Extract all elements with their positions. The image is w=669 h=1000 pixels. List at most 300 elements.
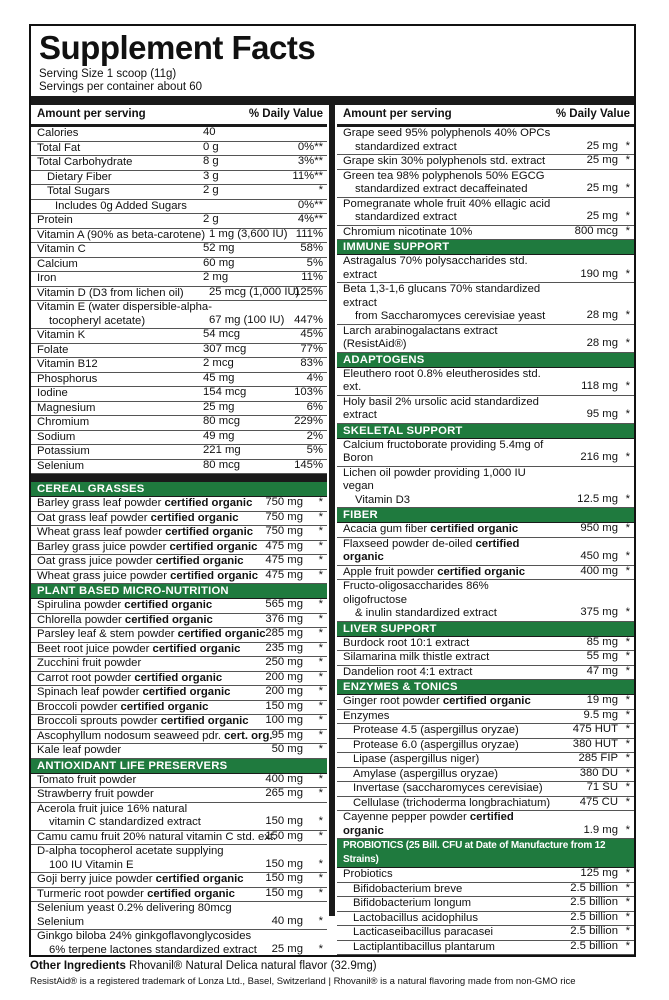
row-name-line2: standardized extract [355, 211, 457, 223]
ingredient-row [31, 788, 327, 803]
row-amount: 25 mg [586, 139, 618, 152]
row-name-text: Ginger root powder [343, 695, 443, 707]
row-asterisk: * [318, 857, 323, 870]
row-name-line2: 6% terpene lactones standardized extract [49, 943, 257, 956]
row-amount: 12.5 mg [577, 492, 618, 505]
row-asterisk: * [318, 554, 323, 566]
row-asterisk: * [318, 510, 323, 523]
row-asterisk: * [625, 823, 630, 836]
row-name-text: Total Sugars [47, 185, 110, 197]
row-amount: 60 mg [203, 256, 235, 269]
organic-label: cert. org. [224, 729, 273, 742]
row-asterisk: * [625, 781, 630, 793]
row-asterisk: * [625, 867, 630, 879]
row-amount: 125 mg [580, 867, 618, 879]
row-asterisk: * [318, 942, 323, 955]
row-amount: 9.5 mg [583, 708, 618, 721]
row-name-text: Total Fat [37, 141, 81, 154]
row-amount: 28 mg [586, 309, 618, 321]
row-asterisk: * [625, 408, 630, 420]
row-name [31, 214, 327, 228]
row-name-text: Iron [37, 272, 57, 284]
row-name [31, 329, 327, 343]
row-name-text: Carrot root powder [37, 671, 135, 684]
organic-label: certified organic [164, 497, 253, 509]
row-name-text: Vitamin C [37, 243, 86, 255]
row-name [31, 272, 327, 286]
row-name [31, 431, 327, 445]
row-name-text: Astragalus 70% polysaccharides std. extract [343, 255, 528, 281]
row-amount: 150 mg [265, 699, 303, 712]
row-asterisk: * [318, 728, 323, 741]
ingredient-row [337, 580, 634, 622]
row-asterisk: * [625, 492, 630, 505]
ingredient-row [337, 710, 634, 725]
organic-label: certified organic [343, 537, 520, 563]
row-asterisk: * [318, 787, 323, 799]
row-name-text: Ginkgo biloba 24% ginkgoflavonglycosides [37, 930, 252, 942]
nutrient-row [31, 200, 327, 215]
organic-label: certified organic [170, 569, 259, 582]
row-asterisk: * [318, 886, 323, 899]
row-name [31, 171, 327, 185]
organic-label: certified organic [160, 715, 249, 727]
row-name-text: Probiotics [343, 868, 393, 880]
row-name-text: Pomegranate whole fruit 40% ellagic acid [343, 197, 551, 210]
ingredient-row [31, 526, 327, 541]
row-name-text: Vitamin K [37, 329, 86, 341]
row-amount: 2.5 billion [570, 910, 618, 923]
row-asterisk: * [625, 522, 630, 534]
ingredient-row [337, 368, 634, 396]
ingredient-row [31, 657, 327, 672]
row-name-text: Protease 6.0 (aspergillus oryzae) [353, 738, 519, 751]
ingredient-row [337, 666, 634, 681]
row-amount: 307 mcg [203, 342, 247, 355]
ingredient-row [337, 811, 634, 839]
nutrient-row [31, 329, 327, 344]
row-daily-value: 111% [295, 227, 323, 240]
section-header: PLANT BASED MICRO-NUTRITION [31, 584, 327, 599]
row-daily-value: 77% [300, 342, 323, 355]
row-name-line2: standardized extract decaffeinated [355, 183, 528, 195]
ingredient-row [337, 155, 634, 170]
row-name [31, 243, 327, 257]
row-asterisk: * [318, 670, 323, 683]
row-amount: 200 mg [265, 670, 303, 683]
row-name-text: Includes 0g Added Sugars [55, 199, 187, 212]
ingredient-row [337, 868, 634, 883]
row-daily-value: 125% [294, 285, 323, 298]
row-asterisk: * [318, 872, 323, 884]
organic-label: certified organic [442, 695, 531, 707]
row-asterisk: * [318, 496, 323, 508]
row-daily-value: 5% [306, 444, 323, 456]
row-asterisk: * [625, 925, 630, 937]
left-rows [31, 127, 327, 957]
organic-label: certified organic [120, 700, 209, 713]
row-name-text: Lichen oil powder providing 1,000 IU vegan [343, 466, 526, 492]
row-asterisk: * [625, 210, 630, 222]
row-daily-value: 6% [306, 400, 323, 413]
row-name-text: Flaxseed powder de-oiled [343, 537, 476, 550]
nutrient-row [31, 142, 327, 157]
organic-label: certified organic [343, 811, 514, 837]
row-name-line2: from Saccharomyces cerevisiae yeast [355, 310, 546, 322]
row-name-text: Holy basil 2% ursolic acid standardized extract [343, 395, 539, 421]
row-amount: 118 mg [581, 380, 618, 392]
row-asterisk: * [625, 795, 630, 808]
row-name-text: Barley grass leaf powder [37, 497, 165, 509]
row-amount: 1 mg (3,600 IU) [209, 227, 288, 240]
row-amount: 54 mcg [203, 328, 241, 340]
row-asterisk: * [625, 451, 630, 463]
row-amount: 150 mg [265, 872, 303, 884]
ingredient-row [337, 170, 634, 198]
ingredient-row [337, 467, 634, 509]
other-ingredients-text: Rhovanil® Natural Delica natural flavor (32.9mg) [125, 960, 377, 972]
row-amount: 95 mg [271, 728, 303, 741]
row-daily-value: 58% [300, 242, 323, 254]
nutrient-row [31, 387, 327, 402]
row-name-line2: standardized extract [355, 140, 457, 153]
row-daily-value: 0%** [297, 140, 323, 153]
row-daily-value: 229% [294, 415, 323, 427]
ingredient-row [337, 439, 634, 467]
row-amount: 150 mg [265, 815, 303, 827]
row-amount: 2.5 billion [570, 896, 618, 908]
row-amount: 2 mcg [203, 357, 234, 369]
row-name-text: Lipase (aspergillus niger) [353, 753, 480, 765]
row-amount: 150 mg [265, 857, 303, 870]
nutrient-row [31, 373, 327, 388]
ingredient-row [337, 912, 634, 927]
row-amount: 475 mg [265, 568, 303, 581]
row-asterisk: * [625, 139, 630, 152]
ingredient-row [31, 599, 327, 614]
row-amount: 265 mg [265, 787, 303, 799]
row-asterisk: * [625, 635, 630, 648]
organic-label: certified organic [142, 686, 231, 698]
row-name-text: Burdock root 10:1 extract [343, 636, 470, 649]
section-header: SKELETAL SUPPORT [337, 424, 634, 439]
nutrient-row [31, 416, 327, 431]
row-amount: 71 SU [586, 781, 618, 793]
row-amount: 200 mg [265, 685, 303, 697]
section-header: PROBIOTICS (25 Bill. CFU at Date of Manufacture from 12 Strains) [337, 839, 634, 868]
row-amount: 80 mcg [203, 415, 241, 427]
row-asterisk: * [625, 896, 630, 908]
row-asterisk: * [625, 182, 630, 194]
row-amount: 475 HUT [572, 723, 618, 735]
row-amount: 154 mcg [203, 386, 247, 398]
row-name [31, 445, 327, 459]
ingredient-row [31, 686, 327, 701]
row-amount: 2 mg [203, 271, 229, 283]
ingredient-row [31, 672, 327, 687]
row-amount: 565 mg [265, 598, 303, 610]
nutrient-row [31, 402, 327, 417]
row-amount: 400 mg [265, 772, 303, 785]
row-name-text: Turmeric root powder [37, 887, 148, 900]
row-amount: 25 mcg (1,000 IU) [209, 285, 300, 298]
row-amount: 2 g [203, 184, 219, 196]
row-name-text: Eleuthero root 0.8% eleutherosides std. ext. [343, 367, 541, 393]
row-asterisk: * [318, 772, 323, 785]
nutrient-row [31, 258, 327, 273]
row-name-text: Oat grass leaf powder [37, 511, 151, 524]
row-asterisk: * [625, 910, 630, 923]
row-name-text: Selenium yeast 0.2% delivering 80mcg Selenium [37, 902, 232, 928]
section-header: ENZYMES & TONICS [337, 680, 634, 695]
other-ingredients-label: Other Ingredients [30, 960, 126, 972]
row-name-text: Oat grass juice powder [37, 555, 156, 567]
nutrient-row [31, 358, 327, 373]
row-amount: 190 mg [580, 267, 618, 280]
column-divider [329, 96, 335, 916]
ingredient-row [31, 541, 327, 556]
ingredient-row [337, 782, 634, 797]
row-asterisk: * [625, 694, 630, 706]
row-name [31, 156, 327, 170]
row-amount: 750 mg [265, 525, 303, 537]
row-name-text: Bifidobacterium breve [353, 882, 463, 895]
row-daily-value: 11%** [292, 169, 323, 182]
row-name [337, 955, 634, 957]
row-amount: 285 mg [265, 627, 303, 639]
ingredient-row [31, 643, 327, 658]
organic-label: certified organic [177, 628, 266, 640]
ingredient-row [31, 512, 327, 527]
row-name-text: Broccoli sprouts powder [37, 715, 161, 727]
nutrient-row [31, 287, 327, 302]
row-amount: 28 mg [586, 337, 618, 349]
ingredient-row [337, 695, 634, 710]
ingredient-row [337, 396, 634, 424]
row-amount: 250 mg [265, 656, 303, 668]
row-name-text: Acerola fruit juice 16% natural [37, 802, 188, 815]
organic-label: certified organic [155, 873, 244, 885]
row-daily-value: 145% [294, 458, 323, 471]
row-amount: 67 mg (100 IU) [209, 313, 285, 326]
row-name-text: Parsley leaf & stem powder [37, 628, 178, 640]
ingredient-row [31, 888, 327, 903]
left-header [31, 105, 327, 127]
ingredient-row [31, 628, 327, 643]
row-name [31, 387, 327, 401]
ingredient-row [31, 930, 327, 957]
row-daily-value: 103% [294, 386, 323, 398]
nutrient-row [31, 344, 327, 359]
row-name [31, 127, 327, 141]
row-amount: 375 mg [580, 606, 618, 618]
row-name-text: Vitamin B12 [37, 358, 98, 370]
organic-label: certified organic [169, 540, 258, 553]
row-name-text: Calcium [37, 257, 78, 270]
row-name-text: Spirulina powder [37, 599, 125, 611]
row-name-text: Folate [37, 343, 69, 356]
row-name-line2: 100 IU Vitamin E [49, 858, 134, 871]
row-name [31, 344, 327, 358]
ingredient-row [337, 637, 634, 652]
ingredient-row [337, 127, 634, 155]
row-name [31, 416, 327, 430]
row-asterisk: * [318, 568, 323, 581]
row-amount [570, 954, 618, 957]
row-amount: 221 mg [203, 444, 241, 456]
row-asterisk: * [318, 914, 323, 927]
section-header: FIBER [337, 508, 634, 523]
row-name-text: Spinach leaf powder [37, 686, 143, 698]
row-name-text: Magnesium [37, 401, 96, 414]
row-amount: 750 mg [265, 510, 303, 523]
row-amount: 85 mg [586, 635, 618, 648]
row-daily-value: 83% [300, 357, 323, 369]
row-name-text: Iodine [37, 387, 68, 399]
ingredient-row [31, 570, 327, 585]
row-amount: 2.5 billion [570, 925, 618, 937]
row-amount: 95 mg [586, 408, 618, 420]
row-name-text: Protease 4.5 (aspergillus oryzae) [353, 724, 519, 736]
row-name [31, 358, 327, 372]
row-daily-value: 4%** [297, 213, 323, 225]
row-amount: 2 g [203, 213, 219, 225]
ingredient-row [31, 803, 327, 831]
amount-header: Amount per serving [343, 108, 452, 120]
row-asterisk: * [318, 641, 323, 654]
row-name-text: Beet root juice powder [37, 642, 153, 655]
row-name-text: Total Carbohydrate [37, 156, 133, 168]
row-daily-value: * [318, 184, 323, 196]
row-name-text: Dietary Fiber [47, 170, 112, 183]
section-header: LIVER SUPPORT [337, 622, 634, 637]
row-name-text: Vitamin E (water dispersible-alpha- [37, 301, 212, 313]
organic-label: certified organic [430, 523, 519, 535]
left-column [31, 105, 327, 957]
other-ingredients [30, 960, 377, 972]
section-header: CEREAL GRASSES [31, 482, 327, 497]
row-name [31, 185, 327, 199]
organic-label: certified organic [437, 565, 526, 578]
row-name-line2: vitamin C standardized extract [49, 816, 201, 828]
row-amount: 475 mg [265, 539, 303, 552]
row-name-text: Fructo-oligosaccharides 86% oligofructose [343, 580, 489, 606]
section-header: ANTIOXIDANT LIFE PRESERVERS [31, 759, 327, 774]
ingredient-row [337, 955, 634, 957]
ingredient-row [337, 897, 634, 912]
organic-label: certified organic [124, 613, 213, 626]
row-asterisk: * [625, 267, 630, 280]
ingredient-row [31, 701, 327, 716]
row-asterisk: * [318, 829, 323, 842]
row-name-text: Vitamin A (90% as beta-carotene) [37, 228, 206, 241]
ingredient-row [31, 730, 327, 745]
supplement-facts-panel [29, 24, 636, 957]
row-name-text: Goji berry juice powder [37, 873, 156, 885]
organic-label: certified organic [152, 642, 241, 655]
row-asterisk: * [318, 743, 323, 755]
row-amount: 750 mg [265, 496, 303, 508]
row-amount: 2.5 billion [570, 881, 618, 894]
row-asterisk: * [318, 685, 323, 697]
row-name-text: Chromium nicotinate 10% [343, 225, 473, 238]
row-name-text: Acacia gum fiber [343, 523, 431, 535]
row-asterisk: * [318, 656, 323, 668]
ingredient-row [31, 555, 327, 570]
row-name-line2: Vitamin D3 [355, 493, 411, 506]
row-name-text: Sodium [37, 430, 76, 443]
row-asterisk: * [318, 539, 323, 552]
ingredient-row [31, 744, 327, 759]
row-name-text: Tomato fruit powder [37, 773, 137, 786]
row-amount: 950 mg [580, 522, 618, 534]
row-name-text: Chromium [37, 416, 90, 428]
row-name-text: Vitamin D (D3 from lichen oil) [37, 286, 184, 299]
ingredient-row [31, 497, 327, 512]
row-asterisk: * [318, 612, 323, 625]
row-asterisk: * [625, 939, 630, 952]
row-daily-value: 4% [306, 371, 323, 384]
row-name-text: Apple fruit powder [343, 565, 438, 578]
servings-per-container: Servings per container about 60 [39, 81, 203, 93]
row-name-text: Barley grass juice powder [37, 540, 170, 553]
row-daily-value: 2% [306, 429, 323, 442]
row-name-line2: & inulin standardized extract [355, 607, 497, 619]
row-amount: 150 mg [265, 886, 303, 899]
row-name [31, 142, 327, 156]
row-name-text: Green tea 98% polyphenols 50% EGCG [343, 169, 545, 182]
organic-label: certified organic [155, 555, 244, 567]
row-amount: 25 mg [203, 400, 235, 413]
nutrient-row [31, 460, 327, 475]
row-name-text: Selenium [37, 459, 85, 472]
ingredient-row [337, 226, 634, 241]
row-name [31, 373, 327, 387]
row-name-text: Dandelion root 4:1 extract [343, 665, 473, 678]
row-amount: 235 mg [265, 641, 303, 654]
row-daily-value: 5% [306, 256, 323, 269]
row-asterisk: * [625, 337, 630, 349]
row-amount: 376 mg [265, 612, 303, 625]
amount-header: Amount per serving [37, 108, 146, 120]
row-amount: 0 g [203, 140, 219, 153]
row-name-text [353, 955, 500, 957]
ingredient-row [31, 831, 327, 846]
row-name [31, 258, 327, 272]
row-asterisk: * [318, 714, 323, 726]
row-asterisk: * [625, 564, 630, 577]
section-header: IMMUNE SUPPORT [337, 240, 634, 255]
nutrient-row [31, 301, 327, 329]
row-amount: 450 mg [580, 550, 618, 562]
section-header: ADAPTOGENS [337, 353, 634, 368]
row-asterisk: * [625, 737, 630, 750]
row-asterisk: * [318, 627, 323, 639]
row-name-text: Grape skin 30% polyphenols std. extract [343, 155, 546, 167]
row-asterisk: * [625, 606, 630, 618]
row-asterisk: * [318, 815, 323, 827]
row-asterisk: * [625, 723, 630, 735]
row-name-text: Lactobacillus acidophilus [353, 911, 478, 924]
row-name [31, 460, 327, 474]
row-amount: 2.5 billion [570, 939, 618, 952]
row-daily-value: 0%** [297, 198, 323, 211]
row-asterisk: * [318, 525, 323, 537]
row-amount: 25 mg [586, 210, 618, 222]
row-amount: 216 mg [580, 451, 618, 463]
row-name-text: Potassium [37, 445, 90, 457]
row-amount: 380 DU [579, 766, 618, 779]
